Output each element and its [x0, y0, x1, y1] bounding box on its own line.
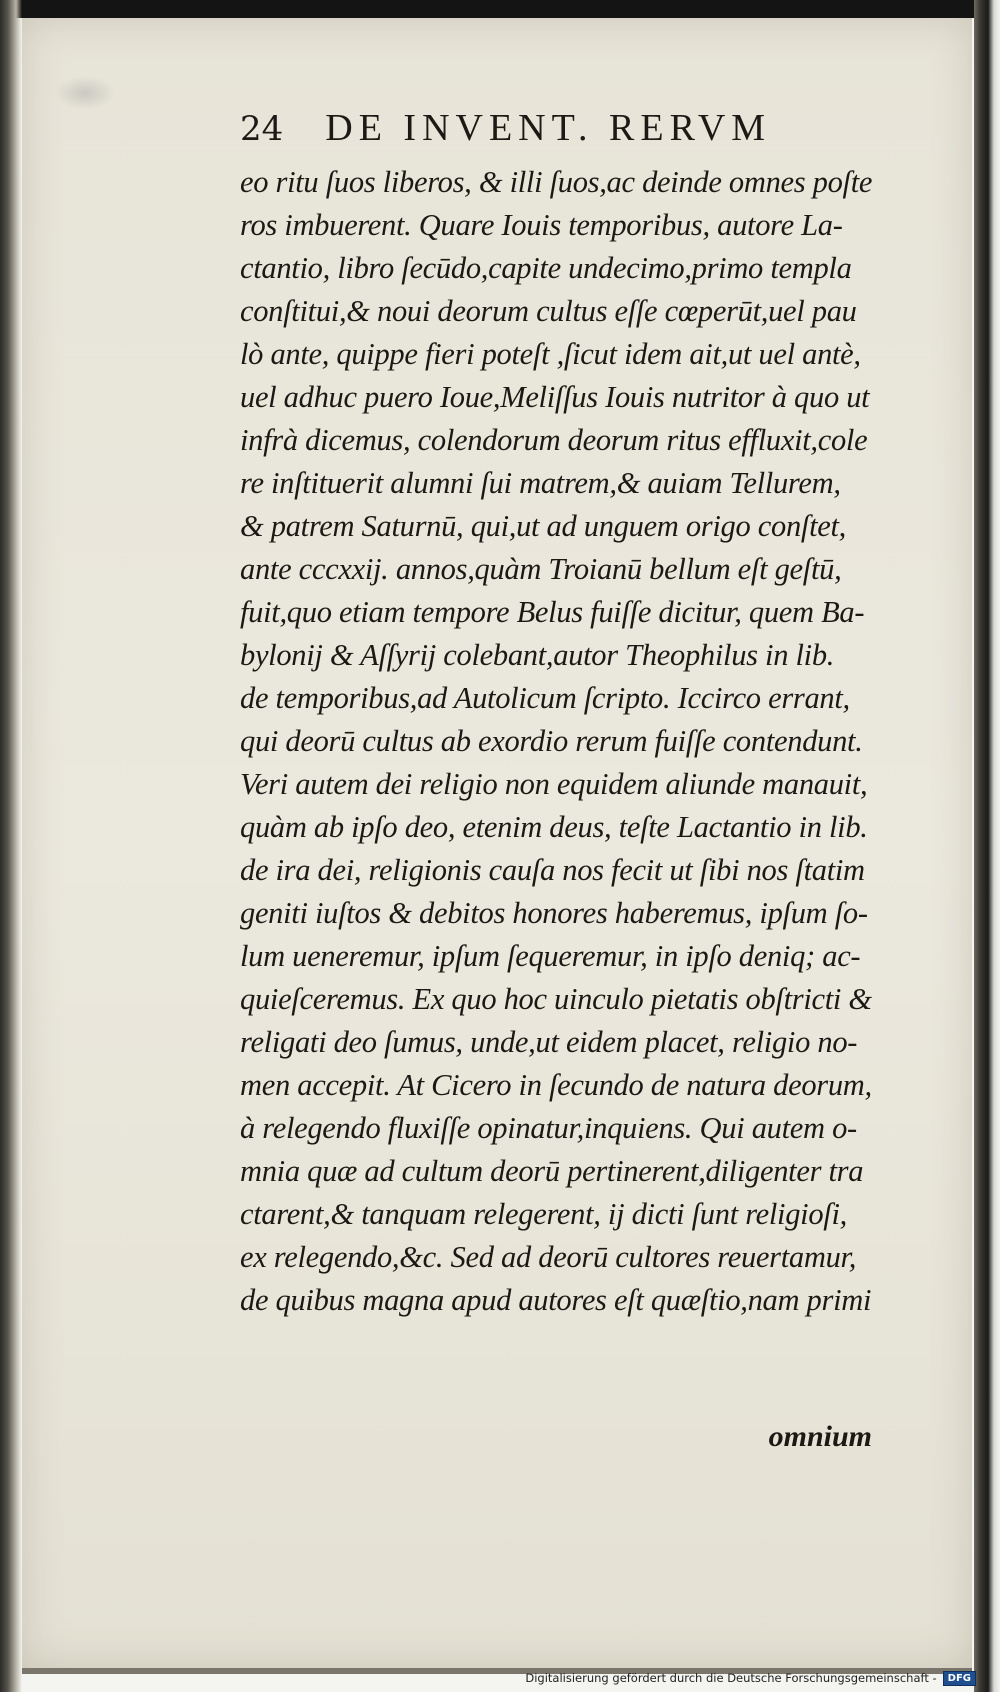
text-line: ros imbuerent. Quare Iouis temporibus, autore La- [240, 208, 843, 242]
text-line: ctantio, libro ſecūdo,capite undecimo,primo templa [240, 251, 852, 285]
credit-text: Digitalisierung gefördert durch die Deutsche Forschungsgemeinschaft - [525, 1671, 937, 1685]
text-line: bylonij & Aſſyrij colebant,autor Theophilus in lib. [240, 638, 835, 672]
text-line: ctarent,& tanquam relegerent, ij dicti ſunt religioſi, [240, 1197, 847, 1231]
text-line: Veri autem dei religio non equidem aliunde manauit, [240, 767, 868, 801]
scan-right-edge [974, 0, 1000, 1692]
running-title: DE INVENT. RERVM [325, 107, 772, 149]
text-line: quieſceremus. Ex quo hoc uinculo pietatis obſtricti & [240, 982, 872, 1016]
text-line: quàm ab ipſo deo, etenim deus, teſte Lactantio in lib. [240, 810, 868, 844]
page-smudge [54, 76, 116, 110]
text-line: de ira dei, religionis cauſa nos fecit ut ſibi nos ſtatim [240, 853, 865, 887]
text-line: religati deo ſumus, unde,ut eidem placet, religio no- [240, 1025, 858, 1059]
text-line: uel adhuc puero Ioue,Meliſſus Iouis nutritor à quo ut [240, 380, 870, 414]
text-line: de temporibus,ad Autolicum ſcripto. Iccirco errant, [240, 681, 850, 715]
text-line: lò ante, quippe fieri poteſt ,ſicut idem ait,ut uel antè, [240, 337, 861, 371]
catchword: omnium [768, 1420, 872, 1453]
digitization-credit [525, 1668, 976, 1688]
text-line: & patrem Saturnū, qui,ut ad unguem origo conſtet, [240, 509, 846, 543]
text-block [240, 161, 900, 1322]
page-number: 24 [240, 109, 284, 149]
text-line: ante cccxxij. annos,quàm Troianū bellum eſt geſtū, [240, 552, 842, 586]
text-line: ex relegendo,&c. Sed ad deorū cultores reuertamur, [240, 1240, 857, 1274]
text-line: lum ueneremur, ipſum ſequeremur, in ipſo deniq; ac- [240, 939, 861, 973]
text-line: re inſtituerit alumni ſui matrem,& auiam Tellurem, [240, 466, 841, 500]
scan-top-edge [0, 0, 1000, 18]
book-page [22, 18, 972, 1674]
dfg-logo: DFG [943, 1671, 976, 1686]
text-line: de quibus magna apud autores eſt quæſtio,nam primi [240, 1283, 872, 1317]
text-line: men accepit. At Cicero in ſecundo de natura deorum, [240, 1068, 872, 1102]
text-line: eo ritu ſuos liberos, & illi ſuos,ac deinde omnes poſte [240, 165, 873, 199]
running-head [240, 106, 880, 160]
text-line: qui deorū cultus ab exordio rerum fuiſſe contendunt. [240, 724, 863, 758]
text-line: conſtitui,& noui deorum cultus eſſe cœperūt,uel pau [240, 294, 857, 328]
text-line: à relegendo fluxiſſe opinatur,inquiens. Qui autem o- [240, 1111, 857, 1145]
text-line: geniti iuſtos & debitos honores haberemus, ipſum ſo- [240, 896, 868, 930]
text-line: fuit,quo etiam tempore Belus fuiſſe dicitur, quem Ba- [240, 595, 865, 629]
text-line: infrà dicemus, colendorum deorum ritus effluxit,cole [240, 423, 868, 457]
text-line: mnia quæ ad cultum deorū pertinerent,diligenter tra [240, 1154, 864, 1188]
scan-left-edge [0, 0, 22, 1692]
